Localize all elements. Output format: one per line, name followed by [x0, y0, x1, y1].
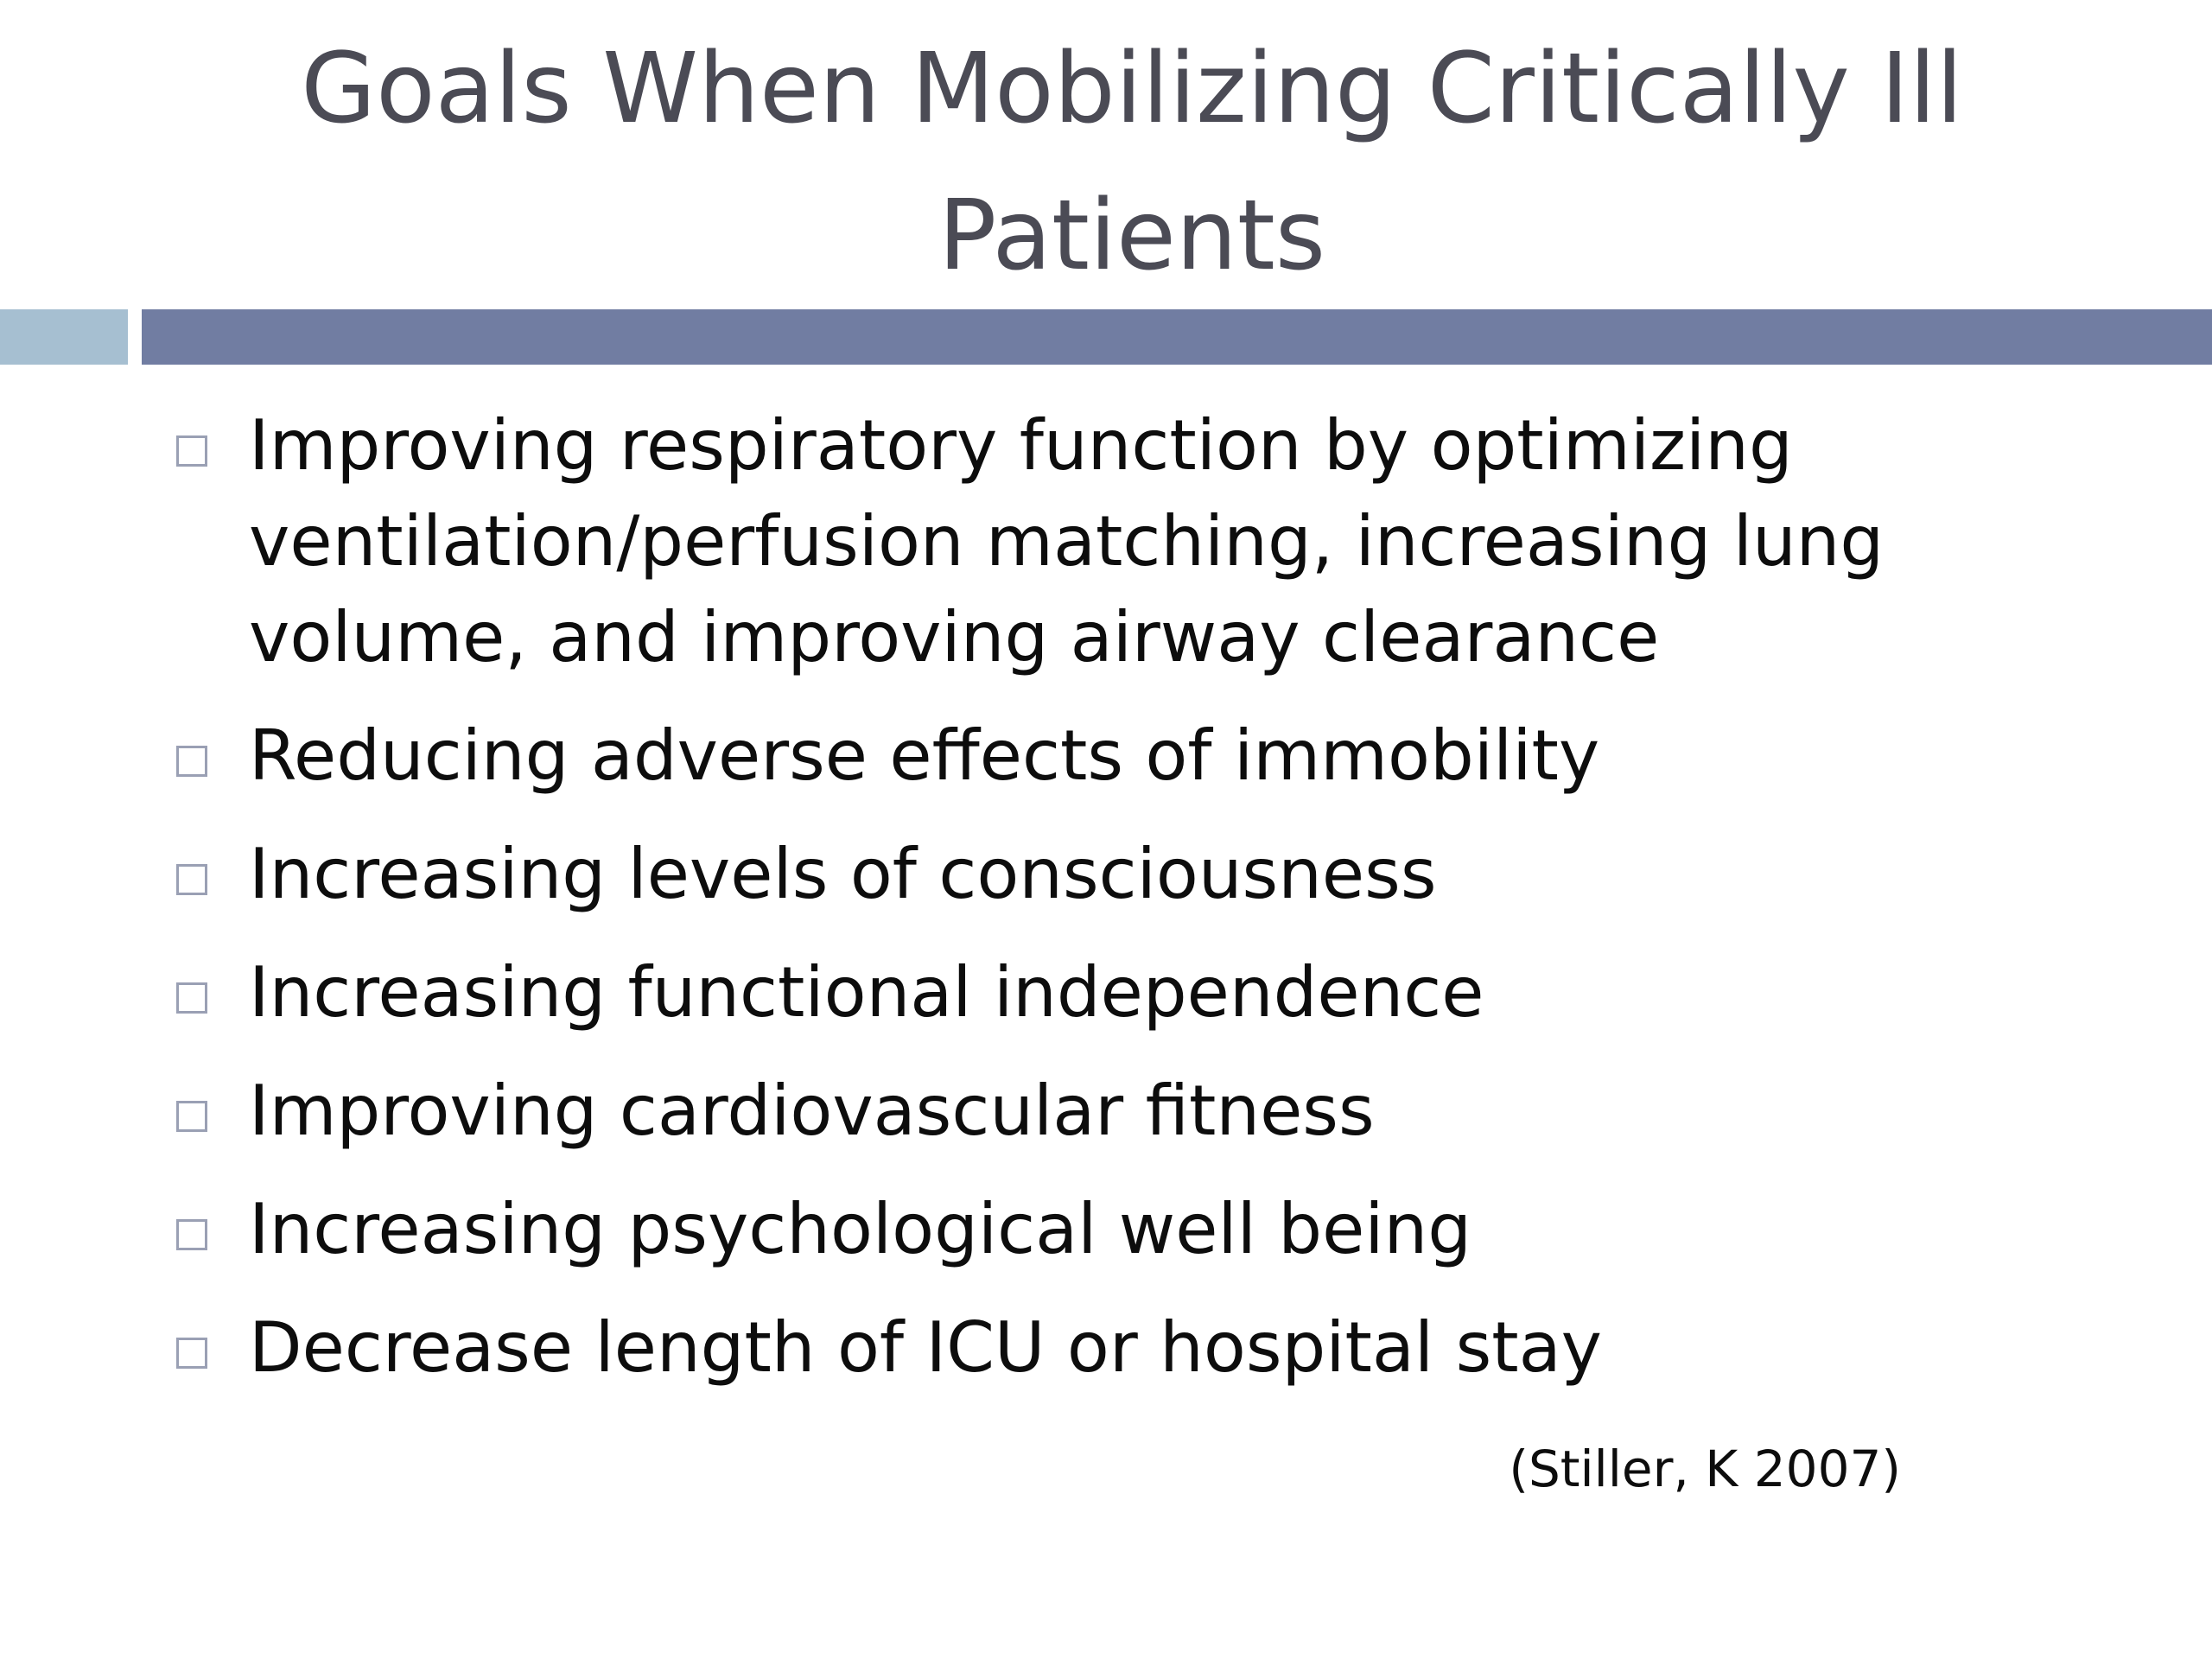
- bullet-list: [173, 397, 2039, 1418]
- bullet-item: [173, 1300, 2039, 1395]
- bullet-text: Increasing functional independence: [249, 952, 1484, 1033]
- hollow-square-bullet-icon: [176, 746, 207, 777]
- bullet-item: [173, 1181, 2039, 1277]
- bullet-text: Increasing psychological well being: [249, 1189, 1471, 1269]
- slide-title: Goals When Mobilizing Critically Ill Patients: [301, 33, 1963, 292]
- bullet-text: Increasing levels of consciousness: [249, 834, 1437, 914]
- bullet-text: Reducing adverse effects of immobility: [249, 715, 1600, 796]
- hollow-square-bullet-icon: [176, 435, 207, 467]
- citation: (Stiller, K 2007): [1509, 1440, 1901, 1498]
- bullet-text: Improving respiratory function by optimizing ventilation/perfusion matching, increasing lung volume, and improving airway clearance: [249, 405, 1885, 677]
- hollow-square-bullet-icon: [176, 982, 207, 1014]
- hollow-square-bullet-icon: [176, 1338, 207, 1369]
- hollow-square-bullet-icon: [176, 864, 207, 895]
- hollow-square-bullet-icon: [176, 1101, 207, 1132]
- bullet-item: [173, 708, 2039, 804]
- title-accent-bar: [142, 309, 2212, 365]
- title-accent-bar-left: [0, 309, 128, 365]
- bullet-item: [173, 1063, 2039, 1159]
- bullet-item: [173, 397, 2039, 685]
- bullet-item: [173, 944, 2039, 1040]
- bullet-text: Improving cardiovascular fitness: [249, 1071, 1375, 1151]
- bullet-item: [173, 826, 2039, 922]
- hollow-square-bullet-icon: [176, 1219, 207, 1250]
- bullet-text: Decrease length of ICU or hospital stay: [249, 1307, 1602, 1388]
